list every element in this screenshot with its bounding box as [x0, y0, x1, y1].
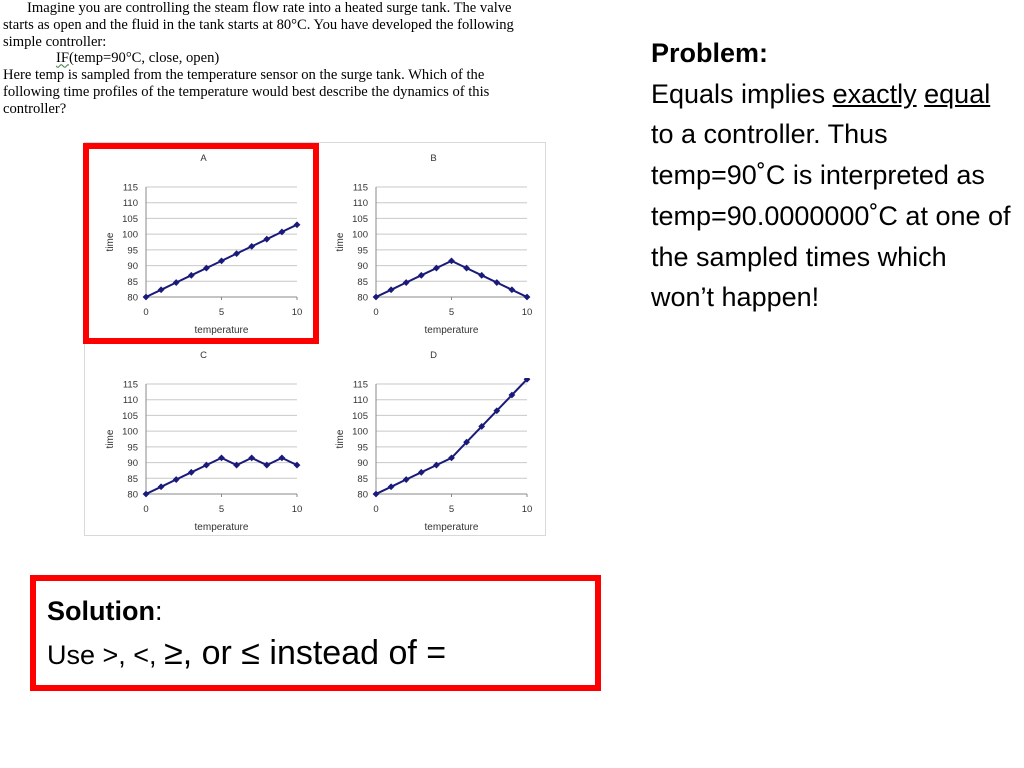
question-line: following time profiles of the temperature would best describe the dynamics of this — [3, 83, 490, 100]
solution-box — [30, 575, 601, 691]
data-point — [478, 272, 485, 279]
data-point — [143, 491, 150, 498]
data-point — [524, 294, 531, 301]
data-point — [373, 294, 380, 301]
rule-body: (temp=90°C, close, open) — [68, 50, 220, 67]
data-point — [188, 469, 195, 476]
y-tick-label: 100 — [122, 426, 138, 438]
y-axis-label: time — [105, 232, 116, 252]
data-point — [218, 454, 225, 461]
solution-heading — [47, 591, 595, 631]
y-tick-label: 80 — [357, 292, 368, 304]
series-line — [376, 261, 527, 297]
y-tick-label: 115 — [122, 182, 138, 194]
chart-title: B — [430, 153, 437, 164]
data-point — [448, 257, 455, 264]
y-tick-label: 85 — [127, 276, 138, 288]
y-tick-label: 105 — [122, 213, 138, 225]
data-point — [509, 286, 516, 293]
solution-colon: : — [154, 596, 163, 626]
x-tick-label: 0 — [373, 307, 379, 318]
data-point — [403, 476, 410, 483]
data-point — [388, 483, 395, 490]
x-tick-label: 5 — [218, 504, 225, 515]
rule-if-keyword: IF — [56, 50, 69, 67]
question-line: controller? — [3, 100, 67, 117]
y-axis-label: time — [335, 429, 346, 449]
solution-operators: ≥, or ≤ instead of = — [164, 634, 447, 672]
y-tick-label: 115 — [352, 379, 368, 391]
y-tick-label: 85 — [357, 473, 368, 485]
question-line: Here temp is sampled from the temperature sensor on the surge tank. Which of the — [3, 67, 485, 84]
data-point — [248, 454, 255, 461]
answer-highlight-box — [83, 143, 319, 344]
y-tick-label: 90 — [357, 458, 368, 470]
solution-use: Use >, <, — [47, 640, 165, 670]
x-tick-label: 0 — [143, 504, 149, 515]
question-line: simple controller: — [3, 33, 107, 50]
data-point — [373, 491, 380, 498]
x-tick-label: 5 — [448, 307, 455, 318]
y-tick-label: 110 — [122, 198, 138, 210]
y-tick-label: 115 — [122, 379, 138, 391]
x-tick-label: 5 — [448, 504, 455, 515]
y-tick-label: 90 — [357, 261, 368, 273]
problem-text-rest: to a controller. Thus temp=90˚C is interpreted as temp=90.0000000˚C at one of the sampled times which won’t happen! — [651, 119, 1011, 313]
solution-text — [47, 631, 595, 677]
chart-title: C — [200, 350, 207, 361]
data-point — [418, 469, 425, 476]
y-tick-label: 110 — [352, 198, 368, 210]
y-tick-label: 100 — [352, 426, 368, 438]
chart-svg — [87, 344, 315, 537]
y-tick-label: 95 — [127, 245, 138, 257]
chart-title: A — [200, 153, 207, 164]
y-tick-label: 80 — [127, 292, 138, 304]
series-line — [146, 458, 297, 494]
solution-label: Solution — [47, 596, 155, 626]
x-axis-label: temperature — [194, 325, 249, 336]
problem-text-start: Equals implies — [651, 78, 833, 109]
y-tick-label: 85 — [127, 473, 138, 485]
y-tick-label: 85 — [357, 276, 368, 288]
chart-d — [317, 344, 545, 537]
y-tick-label: 100 — [352, 229, 368, 241]
series-line — [376, 379, 527, 494]
problem-section — [651, 33, 1011, 318]
x-tick-label: 10 — [291, 504, 303, 515]
x-tick-label: 10 — [521, 307, 533, 318]
y-tick-label: 95 — [127, 442, 138, 454]
data-point — [418, 272, 425, 279]
chart-svg — [317, 147, 545, 340]
y-tick-label: 90 — [127, 458, 138, 470]
underlined-exactly: exactly — [832, 78, 917, 109]
y-tick-label: 95 — [357, 442, 368, 454]
x-tick-label: 10 — [291, 307, 303, 318]
series-group — [373, 257, 531, 300]
x-tick-label: 10 — [521, 504, 533, 515]
chart-svg — [317, 344, 545, 537]
problem-text — [651, 74, 1011, 318]
controller-rule — [3, 50, 633, 67]
x-tick-label: 0 — [373, 504, 379, 515]
question-text — [3, 0, 633, 118]
y-tick-label: 110 — [352, 395, 368, 407]
y-tick-label: 115 — [352, 182, 368, 194]
x-axis-label: temperature — [424, 522, 479, 533]
y-axis-label: time — [105, 429, 116, 449]
data-point — [493, 279, 500, 286]
y-tick-label: 110 — [122, 395, 138, 407]
chart-b — [317, 147, 545, 340]
y-tick-label: 105 — [352, 213, 368, 225]
y-axis-label: time — [335, 232, 346, 252]
question-line: starts as open and the fluid in the tank starts at 80°C. You have developed the following — [3, 16, 514, 33]
question-line: Imagine you are controlling the steam flow rate into a heated surge tank. The valve — [27, 0, 512, 16]
y-tick-label: 80 — [127, 489, 138, 501]
data-point — [173, 476, 180, 483]
y-tick-label: 105 — [122, 410, 138, 422]
y-tick-label: 90 — [127, 261, 138, 273]
data-point — [388, 286, 395, 293]
data-point — [279, 454, 286, 461]
underlined-equal: equal — [924, 78, 991, 109]
data-point — [403, 279, 410, 286]
x-axis-label: temperature — [194, 522, 249, 533]
chart-c — [87, 344, 315, 537]
x-axis-label: temperature — [424, 325, 479, 336]
series-group — [143, 454, 301, 497]
y-tick-label: 80 — [357, 489, 368, 501]
y-tick-label: 100 — [122, 229, 138, 241]
y-tick-label: 105 — [352, 410, 368, 422]
chart-title: D — [430, 350, 437, 361]
x-tick-label: 5 — [218, 307, 225, 318]
problem-title: Problem: — [651, 38, 769, 68]
y-tick-label: 95 — [357, 245, 368, 257]
series-group — [373, 376, 531, 498]
data-point — [158, 483, 165, 490]
x-tick-label: 0 — [143, 307, 149, 318]
